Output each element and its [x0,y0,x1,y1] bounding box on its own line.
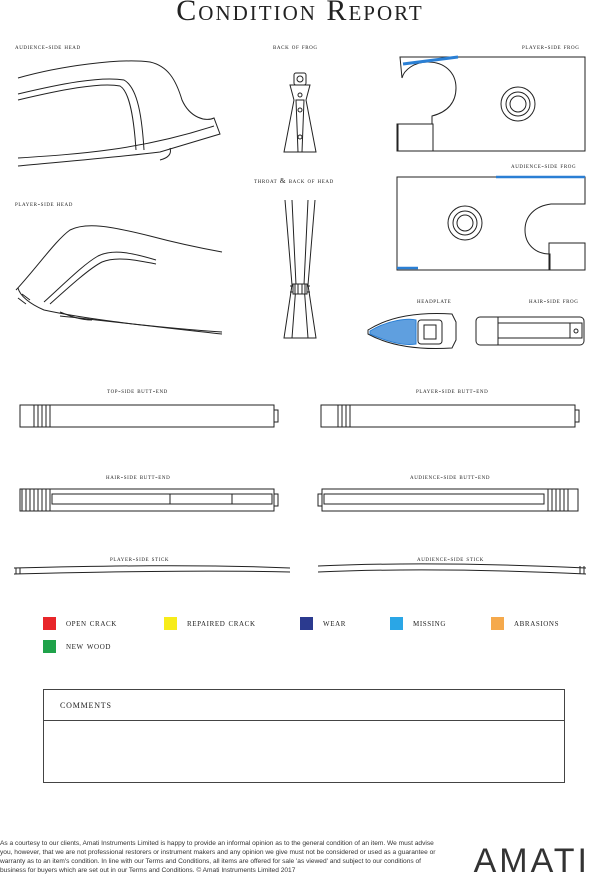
legend-label: wear [323,618,347,629]
legend-wear [300,617,346,630]
legend-label: new wood [66,641,112,652]
label-audience-side-butt-end: audience-side butt-end [410,472,491,481]
swatch-wear [300,617,313,630]
label-headplate: headplate [417,296,452,305]
legend-abrasions [491,617,559,630]
legend-label: abrasions [514,618,560,629]
throat-drawing [284,200,316,338]
page-title: Condition Report [176,0,424,27]
audience-side-frog-drawing [397,177,585,270]
hair-side-butt-end-drawing [20,489,278,511]
amati-logo: AMATI [473,842,590,880]
swatch-new-wood [43,640,56,653]
legend-repaired-crack [164,617,256,630]
player-side-stick-drawing [14,566,290,574]
label-player-side-stick: player-side stick [110,554,170,563]
legend-new-wood [43,640,111,653]
hair-side-frog-drawing [476,317,584,345]
swatch-abrasions [491,617,504,630]
legend-label: open crack [66,618,117,629]
audience-side-butt-end-drawing [318,489,578,511]
comments-box[interactable] [43,689,565,783]
swatch-missing [390,617,403,630]
label-audience-side-stick: audience-side stick [417,554,484,563]
audience-side-stick-drawing [318,564,586,574]
comments-heading: comments [44,690,564,721]
label-player-side-frog: player-side frog [522,42,580,51]
legend-label: missing [413,618,446,629]
legend-label: repaired crack [187,618,256,629]
player-side-butt-end-drawing [321,405,579,427]
headplate-drawing [368,314,456,349]
label-hair-side-frog: hair-side frog [529,296,579,305]
label-audience-side-head: audience-side head [15,42,81,51]
back-of-frog-drawing [284,73,316,152]
top-side-butt-end-drawing [20,405,278,427]
label-top-side-butt-end: top-side butt-end [107,386,168,395]
disclaimer-text: As a courtesy to our clients, Amati Instruments Limited is happy to provide an informal opinion as to the general condition of an item. We must advise you, however, that we are not professional restorers or instrument makers and any opinion we give must not be considered or used as a guarantee or warranty as to an item's condition. In line with our Terms and Conditions, all items are offered for sale 'as viewed' and subject to our conditions of business for buyers which are set out in our Terms and Conditions. © Amati Instruments Limited 2017 [0,840,436,874]
label-player-side-head: player-side head [15,199,73,208]
legend-missing [390,617,446,630]
swatch-open-crack [43,617,56,630]
label-player-side-butt-end: player-side butt-end [416,386,489,395]
player-side-head-drawing [16,226,222,334]
audience-side-head-drawing [18,61,220,166]
label-back-of-frog: back of frog [273,42,318,51]
player-side-frog-drawing [397,57,585,151]
label-audience-side-frog: audience-side frog [511,161,577,170]
label-hair-side-butt-end: hair-side butt-end [106,472,171,481]
swatch-repaired-crack [164,617,177,630]
label-throat-back-of-head: throat & back of head [254,176,334,185]
legend-open-crack [43,617,117,630]
